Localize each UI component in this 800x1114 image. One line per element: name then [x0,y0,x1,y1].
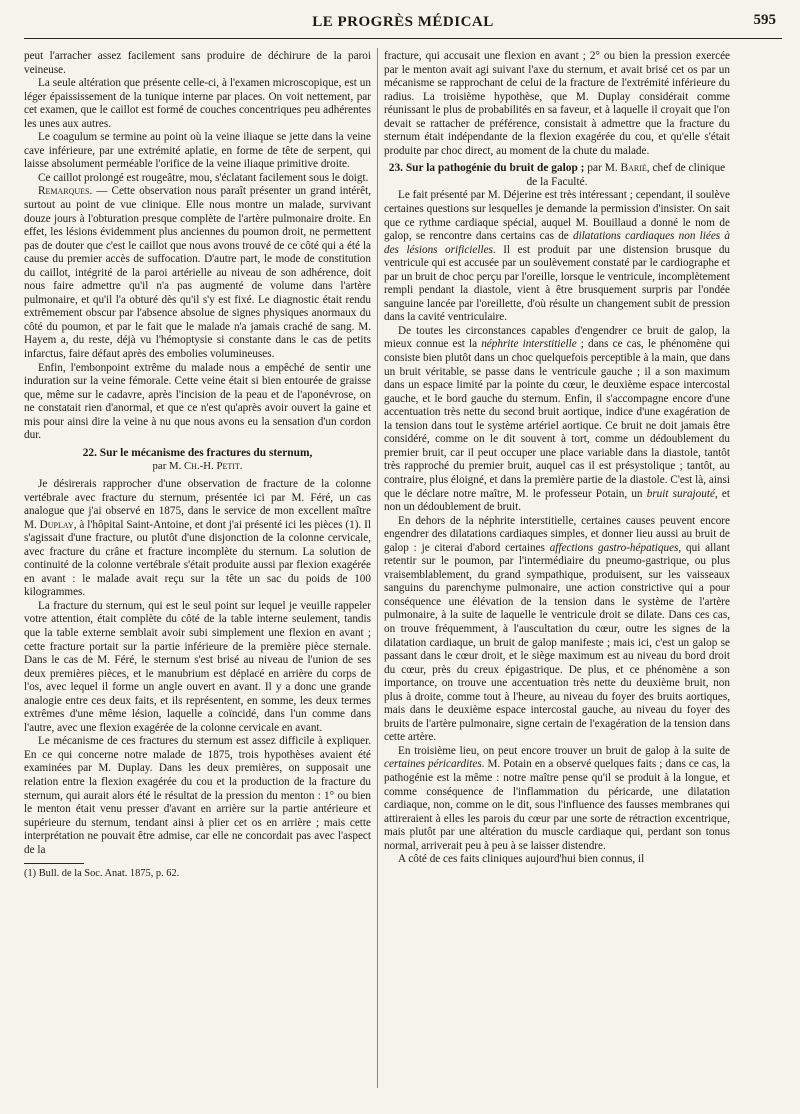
paragraph-text: — Cette observation nous paraît présenter un grand intérêt, surtout au point de vue clinique. Elle nous montre un malade, survivant douze jours à l'obturation presque complète de l'artère pulmonaire droite. En effet, les lésions évidemment plus anciennes du poumon droit, ne permettent pas de douter que c'est le caillot que nous avons trouvé de ce côté qui a été la cause du premier accès de suffocation. D'autre part, le mode de constitution du caillot, intégrité de la paroi artérielle au niveau de son adhérence, doit nous faire admettre qu'il n'a pas augmenté de volume dans l'artère pulmonaire, et qu'il l'a obturé dès qu'il s'y est fixé. Le diagnostic était rendu extrêmement obscur par l'absence absolue de signes physiques anormaux du côté du poumon, et par le fait que le malade n'a jamais craché de sang. M. Hayem a, du reste, déjà vu l'hémoptysie si constante dans le cas de petits infarctus, faire défaut après des embolies volumineuses. [24,185,371,361]
paragraph [384,515,730,745]
paragraph-text: De toutes les circonstances capables d'engendrer ce bruit de galop, la mieux connue est la [384,324,730,351]
paragraph: Ce caillot prolongé est rougeâtre, mou, s'éclatant facilement sous le doigt. [38,171,369,184]
person-name: Duplay [39,518,74,531]
byline-prefix: par M. [152,460,184,473]
paragraph: fracture, qui accusait une flexion en avant ; 2° ou bien la pression exercée par le menton avait agi suivant l'axe du sternum, et avait brisé cet os par un mécanisme se rapprochant de celui de la fracture de l'extrémité inférieure du radius. La troisième hypothèse, que M. Duplay considérait comme réunissant le plus de probabilités en sa faveur, et à laquelle il croyait que l'on devait se rattacher de préférence, consistait à admettre que la fracture du sternum était indépendante de la flexion exagérée du cou, et qu'elle s'était produite par choc direct, au moment de la chute du malade. [384,50,730,157]
footnote-rule [24,863,84,864]
byline-suffix: . [239,460,243,473]
paragraph: Le mécanisme de ces fractures du sternum est assez difficile à expliquer. En ce qui concerne notre malade de 1875, trois hypothèses avaient été examinées par M. Duplay. Dans les deux premières, on supposait une relation entre la flexion exagérée du cou et la production de la fracture du sternum, qui aurait alors été le résultat de la pression du menton : 1° ou bien le menton était venu presser d'avant en arrière sur la partie antérieure et supérieure du sternum, tendant ainsi à plier cet os en arrière ; mais cette interprétation ne pouvait être admise, car elle ne concordait pas avec l'aspect de la [24,735,371,856]
page-number: 595 [753,12,776,28]
paragraph [24,185,371,361]
section-byline [24,460,371,474]
byline-prefix: par M. [584,162,621,175]
footnote: (1) Bull. de la Soc. Anat. 1875, p. 62. [24,868,180,880]
paragraph [384,325,730,515]
paragraph-text: , et non un dédoublement de bruit. [384,487,730,514]
paragraph-text: Le fait présenté par M. Déjerine est très intéressant ; cependant, il soulève certaines questions sur lesquelles je demande la permission d'insister. On sait que ce rythme cardiaque spécial, auquel M. Bouillaud a donné le nom de galop, se rencontre dans certains cas de [384,189,730,243]
paragraph-text: , à l'hôpital Saint-Antoine, et dont j'ai présenté ici les pièces (1). Il s'agissait d'une fracture, ou plutôt d'une disjonction de la colonne cervicale, avec fracture du crâne et fracture incomplète du sternum. La solution de continuité de la colonne vertébrale s'était produite aussi par flexion exagérée en avant : le malade avait reçu sur la tête un sac du poids de 100 kilogrammes. [24,518,371,599]
paragraph-text: Je désirerais rapprocher d'une observation de fracture de la colonne vertébrale avec fracture du sternum, présentée ici par M. Féré, un cas analogue que j'ai observé en 1875, dans le service de mon excellent maître M. [24,477,371,531]
paragraph-text: En troisième lieu, on peut encore trouver un bruit de galop à la suite de [398,744,730,757]
byline-author: Ch.-H. Petit [183,460,240,473]
paragraph-text: , qui allant retentir sur le poumon, par l'intermédiaire du pneumo-gastrique, ou plus vraisemblablement, du grand sympathique, produisent, sur les vaisseaux sanguins du parenchyme pulmonaire, une action constrictive qui a pour conséquence une élévation de la tension dans le système de l'artère pulmonaire, à la suite de laquelle le ventricule droit se dilate. Dans ces cas, on trouve fréquemment, à l'auscultation du cœur, outre les signes de la dilatation cardiaque, un bruit de galop manifeste ; mais ici, c'est un galop se passant dans le cœur droit, et le siège maximum est au niveau du bord droit du cœur, près du creux épigastrique. De plus, et ce phénomène a son importance, on trouve une accentuation très nette du deuxième bruit, non plus à droite, comme tout à l'heure, au niveau du foyer des bruits aortiques, mais dans le deuxième espace intercostal gauche, au niveau du foyer des bruits de l'artère pulmonaire, signe certain de l'exagération de la tension dans cette artère. [384,541,730,744]
left-column [24,50,371,1084]
emphasis: bruit surajouté [646,487,715,500]
paragraph: A côté de ces faits cliniques aujourd'hui bien connus, il [398,853,645,866]
emphasis: certaines péricardites [384,758,482,771]
paragraph: peut l'arracher assez facilement sans produire de déchirure de la paroi veineuse. [24,50,371,76]
paragraph [384,745,730,853]
paragraph-text: En dehors de la néphrite interstitielle, certaines causes peuvent encore engendrer des dilatations cardiaques simples, et donner lieu aussi au bruit de galop : je citerai d'abord certaines [384,514,730,554]
section-title-text: 23. Sur la pathogénie du bruit de galop ; [388,162,585,175]
paragraph-text: . Il est produit par une distension brusque du ventricule qui est accusée par un soulèvement constaté par le cardiographe et par un bruit de choc perçu par l'oreille, lorsque le ventricule, incomplètement rempli pendant la diastole, vient à être brusquement surpris par l'ondée sanguine lancée par l'oreillette, d'où résulte un changement subit de pression dans la cavité ventriculaire. [384,243,730,324]
paragraph: Le coagulum se termine au point où la veine iliaque se jette dans la veine cave inférieure, par une extrémité aplatie, en forme de tête de serpent, qui laisse absolument perméable l'orifice de la veine iliaque primitive droite. [24,131,371,171]
section-title [384,162,730,189]
paragraph: La fracture du sternum, qui est le seul point sur lequel je veuille rappeler votre attention, était complète du côté de la table interne seulement, tandis que la table externe semblait avoir subi simplement une flexion en avant ; cette fracture portait sur la partie inférieure de la première pièce sternale. Dans le cas de M. Féré, le sternum s'est brisé au niveau de l'union de ses deux premières pièces, et le manubrium est déplacé en arrière du corps de l'os, avec lequel il forme un angle ouvert en avant. Il y a donc une grande analogie entre ces deux faits, et ils représentent, en somme, les deux termes extrêmes d'une même lésion, laquelle a coïncidé, dans l'un comme dans l'autre, avec une flexion exagérée de la colonne cervicale en avant. [24,599,371,734]
paragraph: Enfin, l'embonpoint extrême du malade nous a empêché de sentir une induration sur la veine fémorale. Cette veine était si bien entourée de graisse que, même sur le cadavre, après l'incision de la peau et de l'aponévrose, on ne constatait rien d'anormal, et que ce n'est qu'après avoir ouvert la gaine et mis pour ainsi dire la veine à nu que nous avons eu la sensation d'un cordon dur. [24,361,371,442]
running-title: LE PROGRÈS MÉDICAL [312,14,494,30]
remarks-label: Remarques. [38,185,93,198]
byline-suffix: , chef de clinique de la Faculté. [526,162,726,188]
paragraph-text: . M. Potain en a observé quelques faits ; dans ce cas, la pathogénie est la même : notre maître pense qu'il se produit à la longue, et comme conséquence de l'inflammation du péricarde, une dilatation cardiaque, non, comme on le dit, sous l'influence des fausses membranes qui attireraient à elles les parois du cœur par une sorte de rétraction excentrique, mais plutôt par une altération du muscle cardiaque qui, perdant son tonus normal, arriverait peu à peu à se laisser distendre. [384,758,730,852]
byline-author: Barié [620,162,647,175]
emphasis: néphrite interstitielle [481,338,577,351]
column-divider [377,48,378,1088]
paragraph [24,478,371,600]
paragraph [384,189,730,324]
section-title: 22. Sur le mécanisme des fractures du sternum, [82,446,313,459]
emphasis: affections gastro-hépatiques [549,541,679,554]
paragraph-text: ; dans ce cas, le phénomène qui consiste bien plutôt dans un choc quelquefois perceptible à la main, que dans un bruit véritable, se passe dans le ventricule gauche ; il a son maximum dans un espace limité par la pointe du cœur, le deuxième espace intercostal gauche, et le bord gauche du sternum. Enfin, il s'accompagne encore d'une accentuation très nette du second bruit aortique, indice d'une exagération de la tension dans tout le système artériel aortique. Ce bruit ne doit jamais être considéré, comme on le dit souvent à tort, comme un dédoublement du premier bruit, car il peut occuper une place variable dans la diastole, tantôt très rapproché du premier bruit, auquel cas il est présystolique ; tantôt, au contraire, plus éloigné, et dans la première partie de la diastole. C'est là, ainsi que le déclare notre maître, M. le professeur Potain, un [384,338,730,500]
emphasis: dilatations cardiaques non liées à des lésions orificielles [384,230,730,256]
right-column [384,50,730,1084]
paragraph: La seule altération que présente celle-ci, à l'examen microscopique, est un léger épaississement de la tunique interne par places. On voit nettement, par cet examen, que le caillot est formé de couches concentriques peu adhérentes les unes aux autres. [24,77,371,130]
page-header [24,8,782,39]
